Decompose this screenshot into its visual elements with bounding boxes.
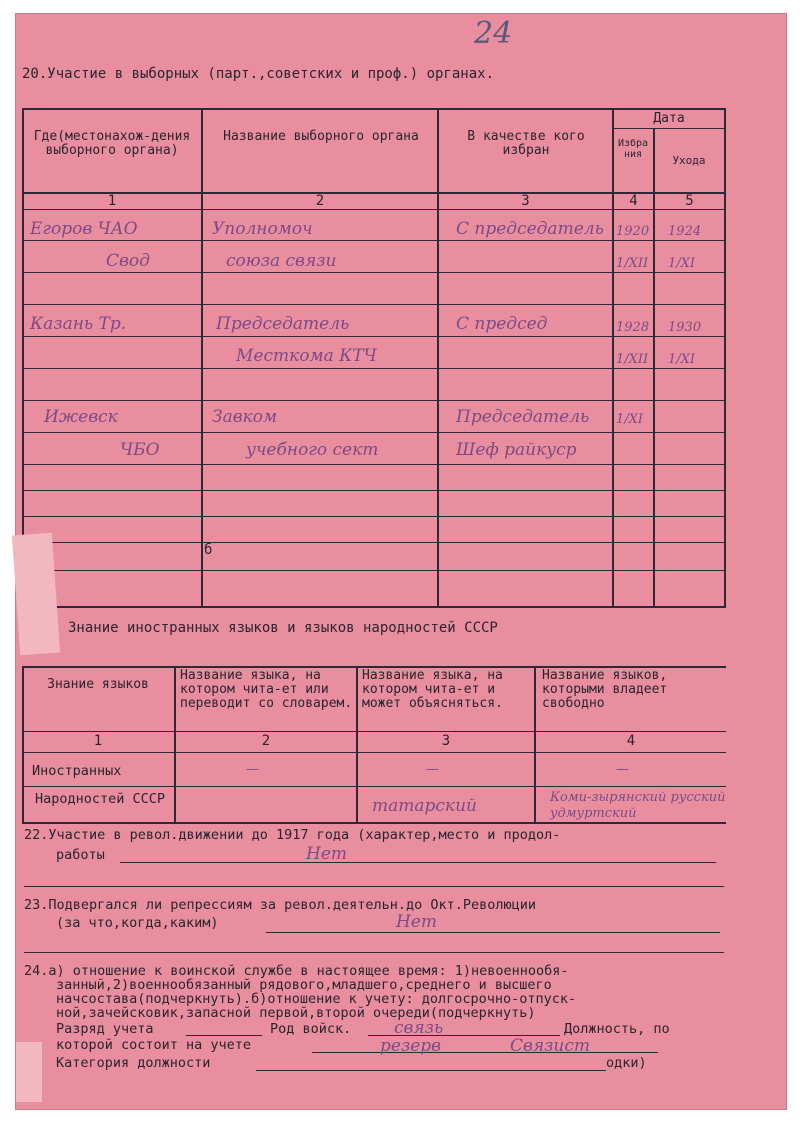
q24-registered-post: которой состоит на учете	[56, 1037, 252, 1053]
header-organ-name: Название выборного органа	[223, 129, 419, 144]
lang-row-c4: Коми-зырянский русский удмуртский	[550, 790, 726, 821]
lang-header-fluent: Название языков, которыми владеет свободно	[542, 668, 668, 711]
col-number-1: 1	[107, 193, 117, 209]
col-number-4: 4	[629, 193, 638, 209]
lang-row-c3: —	[426, 762, 439, 777]
q24-post-value: Связист	[510, 1036, 591, 1056]
col-number-5: 5	[685, 193, 694, 209]
row-role: Шеф райкуср	[456, 440, 577, 460]
lang-header-dictionary: Название языка, на котором чита-ет или переводит со словарем.	[180, 668, 353, 711]
row-organ: Месткома КТЧ	[236, 346, 377, 366]
q22-text-cont: работы	[56, 847, 105, 863]
q24-troops-value: связь	[394, 1018, 444, 1038]
lang-header-knowledge: Знание языков	[47, 677, 149, 692]
q23-text: 23.Подвергался ли репрессиям за револ.деятельн.до Окт.Революции	[24, 897, 537, 913]
row-from: 1/XII	[616, 352, 649, 367]
q24-post-category-tail: одки)	[606, 1055, 647, 1071]
languages-title: Знание иностранных языков и языков народностей СССР	[68, 620, 498, 636]
row-where: Егоров ЧАО	[30, 219, 138, 239]
row-organ: Председатель	[216, 314, 350, 334]
row-to: 1930	[668, 320, 702, 335]
q24-line-4: ной,зачейсковик,запасной первой,второй очереди(подчеркнуть)	[56, 1005, 536, 1021]
header-where: Где(местонахож-дения выборного органа)	[33, 129, 191, 158]
q22-text: 22.Участие в револ.движении до 1917 года (характер,место и продол-	[24, 827, 561, 843]
col-number-2: 2	[315, 193, 325, 209]
q22-answer: Нет	[306, 844, 348, 864]
row-role: С председ	[456, 314, 548, 334]
row-organ: Уполномоч	[212, 219, 313, 239]
row-to: 1/XI	[668, 352, 696, 367]
q24-line-2: занный,2)военнообязанный рядового,младшего,среднего и высшего	[56, 977, 552, 993]
lang-row-c3: татарский	[372, 796, 477, 816]
header-leaving: Ухода	[672, 154, 706, 167]
lang-col-number-1: 1	[93, 733, 103, 749]
header-as-whom: В качестве кого избран	[467, 129, 585, 158]
lang-row-c4: —	[616, 762, 629, 777]
header-date: Дата	[653, 111, 685, 126]
lang-col-number-3: 3	[441, 733, 451, 749]
q23-text-cont: (за что,когда,каким)	[56, 915, 219, 931]
paper-tear	[16, 1042, 42, 1102]
page-number: 24	[474, 16, 513, 51]
row-from: 1/XI	[616, 412, 644, 427]
section-20-title: 20.Участие в выборных (парт.,советских и проф.) органах.	[22, 66, 495, 82]
lang-header-explain: Название языка, на котором чита-ет и может объясняться.	[362, 668, 503, 711]
lang-row-label: Иностранных	[32, 763, 122, 779]
header-elected: Избра ния	[617, 138, 649, 160]
row-where: Ижевск	[44, 407, 118, 427]
row-from: 1920	[616, 224, 650, 239]
row-from: 1/XII	[616, 256, 649, 271]
row-organ: учебного сект	[246, 440, 379, 460]
col-number-3: 3	[521, 193, 530, 209]
paper-tear	[12, 533, 60, 655]
form-sheet	[16, 14, 786, 1109]
stray-mark: б	[204, 542, 213, 558]
row-to: 1924	[668, 224, 702, 239]
row-to: 1/XI	[668, 256, 696, 271]
q23-answer: Нет	[396, 912, 438, 932]
row-where: Свод	[106, 251, 150, 271]
q24-line-3: начсостава(подчеркнуть).б)отношение к учету: долгосрочно-отпуск-	[56, 991, 577, 1007]
q24-position-label: Должность, по	[564, 1021, 670, 1037]
row-role: Председатель	[456, 407, 590, 427]
lang-row-label: Народностей СССР	[34, 791, 166, 807]
row-where: ЧБО	[120, 440, 160, 460]
q24-post-category: Категория должности	[56, 1055, 211, 1071]
lang-col-number-2: 2	[261, 733, 271, 749]
row-role: С председатель	[456, 219, 604, 239]
lang-row-c2: —	[246, 762, 259, 777]
row-organ: Завком	[212, 407, 278, 427]
row-from: 1928	[616, 320, 650, 335]
q24-reserve-value: резерв	[380, 1036, 442, 1056]
row-where: Казань Тр.	[30, 314, 127, 334]
q24-troops-label: Род войск.	[270, 1021, 352, 1037]
lang-col-number-4: 4	[626, 733, 636, 749]
q24-account-category: Разряд учета	[56, 1021, 154, 1037]
row-organ: союза связи	[226, 251, 337, 271]
q24-line-1: 24.а) отношение к воинской службе в настоящее время: 1)невоеннообя-	[24, 963, 569, 979]
